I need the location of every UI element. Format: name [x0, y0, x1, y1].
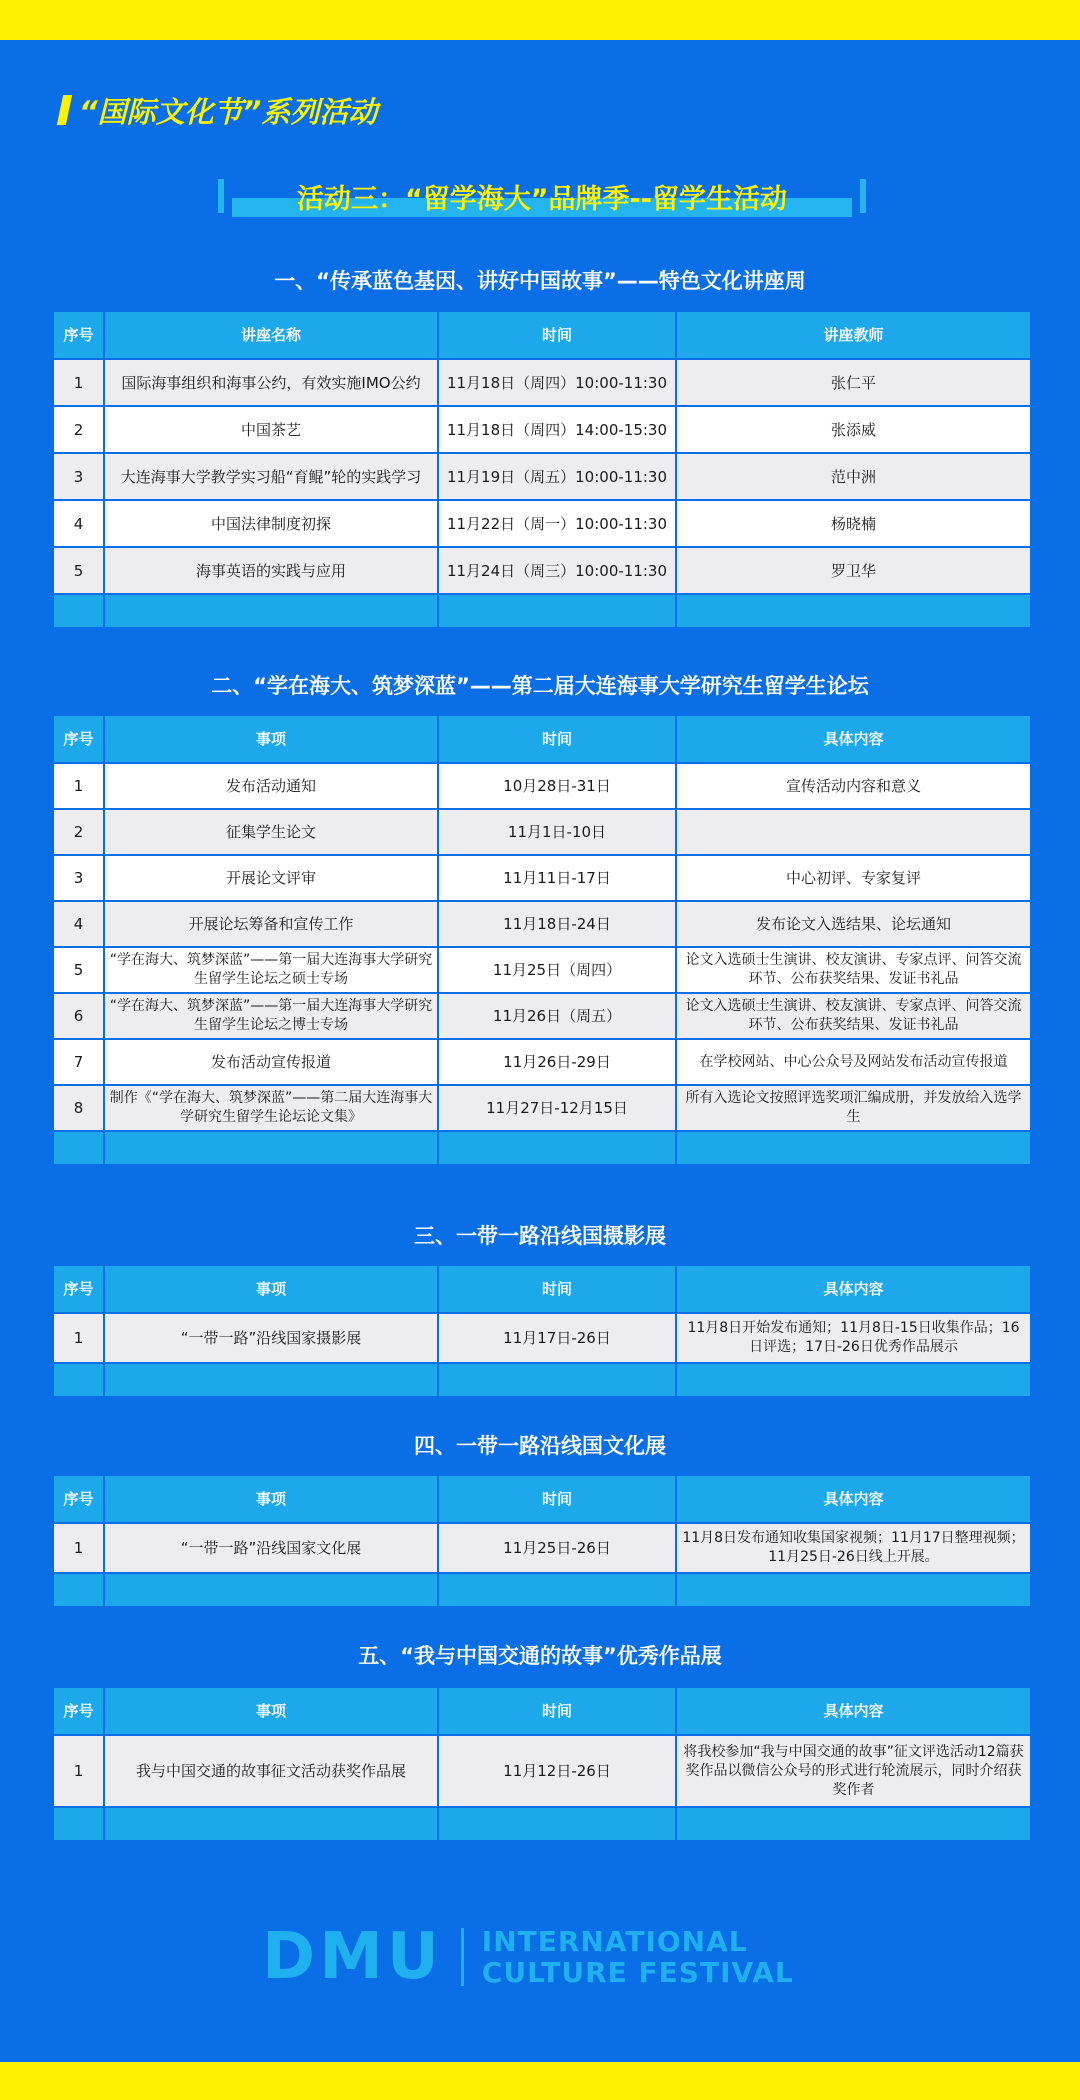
table-header-row	[53, 1265, 1031, 1313]
cell-teacher: 范中洲	[676, 453, 1031, 500]
section5-title: 五、“我与中国交通的故事”优秀作品展	[358, 1644, 722, 1668]
cell-index: 6	[53, 993, 104, 1039]
table-footer-row	[53, 594, 1031, 628]
cell-index: 8	[53, 1085, 104, 1131]
header-cell: 事项	[104, 1475, 438, 1523]
header-cell: 序号	[53, 1687, 104, 1735]
cell-lecture: 国际海事组织和海事公约，有效实施IMO公约	[104, 359, 438, 406]
header-cell: 序号	[53, 1265, 104, 1313]
dmu-logo-text: DMU	[262, 1920, 443, 1994]
table-row	[53, 763, 1031, 809]
cell-detail: 论文入选硕士生演讲、校友演讲、专家点评、问答交流环节、公布获奖结果、发证书礼品	[676, 993, 1031, 1039]
cell-item: 发布活动宣传报道	[104, 1039, 438, 1085]
header-cell: 讲座教师	[676, 311, 1031, 359]
header-cell: 事项	[104, 1265, 438, 1313]
cell-detail: 中心初评、专家复评	[676, 855, 1031, 901]
table-row	[53, 901, 1031, 947]
table-row	[53, 855, 1031, 901]
title-marker-icon	[57, 95, 72, 125]
section2-title: 二、“学在海大、筑梦深蓝”——第二届大连海事大学研究生留学生论坛	[211, 674, 869, 698]
cell-time: 10月28日-31日	[438, 763, 676, 809]
cell-detail: 论文入选硕士生演讲、校友演讲、专家点评、问答交流环节、公布获奖结果、发证书礼品	[676, 947, 1031, 993]
table-row	[53, 947, 1031, 993]
table-footer-row	[53, 1131, 1031, 1165]
cell-index: 4	[53, 901, 104, 947]
cell-teacher: 罗卫华	[676, 547, 1031, 594]
cell-index: 5	[53, 947, 104, 993]
table-row	[53, 1313, 1031, 1363]
cell-lecture: 中国法律制度初探	[104, 500, 438, 547]
cell-time: 11月22日（周一）10:00-11:30	[438, 500, 676, 547]
header-cell: 时间	[438, 311, 676, 359]
section3-title: 三、一带一路沿线国摄影展	[414, 1224, 666, 1248]
section5-table	[52, 1686, 1032, 1842]
cell-index: 3	[53, 453, 104, 500]
table-row	[53, 406, 1031, 453]
header-cell: 序号	[53, 1475, 104, 1523]
cell-index: 1	[53, 1523, 104, 1573]
header-cell: 事项	[104, 715, 438, 763]
cell-time: 11月26日-29日	[438, 1039, 676, 1085]
cell-index: 1	[53, 1313, 104, 1363]
cell-lecture: 中国茶艺	[104, 406, 438, 453]
cell-index: 7	[53, 1039, 104, 1085]
header-cell: 序号	[53, 311, 104, 359]
festival-name	[482, 1926, 794, 1988]
cell-detail: 所有入选论文按照评选奖项汇编成册，并发放给入选学生	[676, 1085, 1031, 1131]
series-title-text: “国际文化节”系列活动	[79, 94, 378, 129]
header-cell: 时间	[438, 1687, 676, 1735]
table-row	[53, 1523, 1031, 1573]
cell-index: 4	[53, 500, 104, 547]
cell-teacher: 杨晓楠	[676, 500, 1031, 547]
cell-index: 1	[53, 763, 104, 809]
table-row	[53, 1039, 1031, 1085]
cell-index: 2	[53, 809, 104, 855]
cell-detail: 发布论文入选结果、论坛通知	[676, 901, 1031, 947]
table-header-row	[53, 311, 1031, 359]
table-row	[53, 1085, 1031, 1131]
cell-item: “学在海大、筑梦深蓝”——第一届大连海事大学研究生留学生论坛之硕士专场	[104, 947, 438, 993]
header-cell: 具体内容	[676, 715, 1031, 763]
header-cell: 讲座名称	[104, 311, 438, 359]
table-footer-row	[53, 1363, 1031, 1397]
cell-time: 11月12日-26日	[438, 1735, 676, 1807]
festival-line1: INTERNATIONAL	[481, 1925, 748, 1958]
table-row	[53, 453, 1031, 500]
section4-title: 四、一带一路沿线国文化展	[414, 1434, 666, 1458]
header-cell: 时间	[438, 715, 676, 763]
section2-table	[52, 714, 1032, 1166]
cell-time: 11月18日（周四）14:00-15:30	[438, 406, 676, 453]
cell-detail: 11月8日开始发布通知；11月8日-15日收集作品；16日评选；17日-26日优秀作品展示	[676, 1313, 1031, 1363]
table-footer-row	[53, 1807, 1031, 1841]
top-yellow-band	[0, 0, 1080, 40]
cell-time: 11月25日-26日	[438, 1523, 676, 1573]
table-header-row	[53, 1475, 1031, 1523]
section1-table	[52, 310, 1032, 629]
bottom-yellow-band	[0, 2062, 1080, 2100]
cell-item: 征集学生论文	[104, 809, 438, 855]
activity-title-text: 活动三：“留学海大”品牌季--留学生活动	[232, 175, 852, 217]
cell-lecture: 大连海事大学教学实习船“育鲲”轮的实践学习	[104, 453, 438, 500]
section3-table	[52, 1264, 1032, 1398]
cell-item: 发布活动通知	[104, 763, 438, 809]
activity-title-left-edge	[218, 179, 224, 213]
cell-item: 我与中国交通的故事征文活动获奖作品展	[104, 1735, 438, 1807]
cell-item: “一带一路”沿线国家文化展	[104, 1523, 438, 1573]
cell-lecture: 海事英语的实践与应用	[104, 547, 438, 594]
table-row	[53, 809, 1031, 855]
table-row	[53, 993, 1031, 1039]
table-footer-row	[53, 1573, 1031, 1607]
section1-title: 一、“传承蓝色基因、讲好中国故事”——特色文化讲座周	[274, 269, 806, 293]
cell-time: 11月11日-17日	[438, 855, 676, 901]
cell-time: 11月18日（周四）10:00-11:30	[438, 359, 676, 406]
cell-index: 1	[53, 1735, 104, 1807]
table-row	[53, 359, 1031, 406]
dmu-logo	[262, 1922, 794, 1992]
cell-time: 11月19日（周五）10:00-11:30	[438, 453, 676, 500]
cell-index: 5	[53, 547, 104, 594]
cell-item: “学在海大、筑梦深蓝”——第一届大连海事大学研究生留学生论坛之博士专场	[104, 993, 438, 1039]
header-cell: 时间	[438, 1265, 676, 1313]
header-cell: 具体内容	[676, 1475, 1031, 1523]
header-cell: 具体内容	[676, 1687, 1031, 1735]
cell-detail: 在学校网站、中心公众号及网站发布活动宣传报道	[676, 1039, 1031, 1085]
cell-index: 3	[53, 855, 104, 901]
activity-title-right-edge	[860, 179, 866, 213]
cell-teacher: 张添威	[676, 406, 1031, 453]
cell-time: 11月26日（周五）	[438, 993, 676, 1039]
cell-index: 1	[53, 359, 104, 406]
cell-time: 11月25日（周四）	[438, 947, 676, 993]
cell-detail: 将我校参加“我与中国交通的故事”征文评选活动12篇获奖作品以微信公众号的形式进行轮流展示，同时介绍获奖作者	[676, 1735, 1031, 1807]
cell-item: 开展论坛筹备和宣传工作	[104, 901, 438, 947]
cell-teacher: 张仁平	[676, 359, 1031, 406]
cell-time: 11月18日-24日	[438, 901, 676, 947]
cell-time: 11月17日-26日	[438, 1313, 676, 1363]
table-header-row	[53, 715, 1031, 763]
cell-detail: 11月8日发布通知收集国家视频；11月17日整理视频；11月25日-26日线上开展。	[676, 1523, 1031, 1573]
header-cell: 事项	[104, 1687, 438, 1735]
header-cell: 时间	[438, 1475, 676, 1523]
cell-item: “一带一路”沿线国家摄影展	[104, 1313, 438, 1363]
table-row	[53, 547, 1031, 594]
section4-table	[52, 1474, 1032, 1608]
activity-title	[218, 175, 866, 217]
table-row	[53, 500, 1031, 547]
logo-divider	[461, 1928, 464, 1986]
cell-detail	[676, 809, 1031, 855]
header-cell: 具体内容	[676, 1265, 1031, 1313]
cell-time: 11月1日-10日	[438, 809, 676, 855]
cell-detail: 宣传活动内容和意义	[676, 763, 1031, 809]
cell-index: 2	[53, 406, 104, 453]
table-row	[53, 1735, 1031, 1807]
table-header-row	[53, 1687, 1031, 1735]
festival-line2: CULTURE FESTIVAL	[481, 1956, 794, 1989]
cell-item: 制作《“学在海大、筑梦深蓝”——第二届大连海事大学研究生留学生论坛论文集》	[104, 1085, 438, 1131]
cell-time: 11月27日-12月15日	[438, 1085, 676, 1131]
cell-time: 11月24日（周三）10:00-11:30	[438, 547, 676, 594]
series-title	[60, 88, 377, 132]
cell-item: 开展论文评审	[104, 855, 438, 901]
header-cell: 序号	[53, 715, 104, 763]
